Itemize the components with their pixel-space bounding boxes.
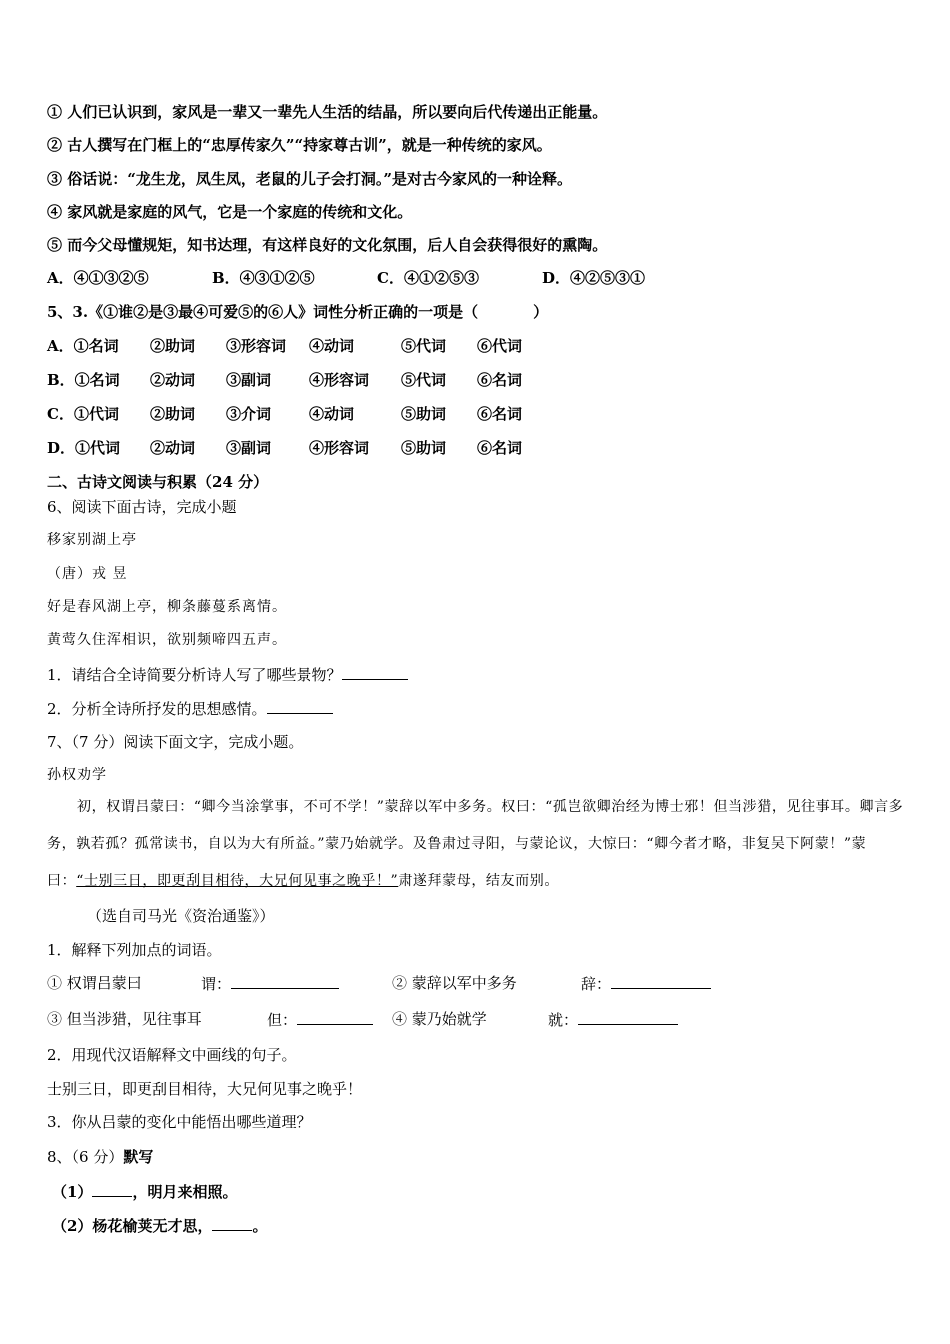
q7-word-4-answer (548, 1009, 678, 1030)
q7-word-1-answer (201, 973, 339, 994)
q5-option-b-c2: ②动词 (150, 371, 196, 389)
q7-word-1-key: 谓： (201, 975, 232, 993)
q5-option-a-c3: ③形容词 (226, 337, 287, 355)
q4-sentence-4: ④ 家风就是家庭的风气，它是一个家庭的传统和文化。 (47, 203, 413, 221)
q7-word-4: ④ 蒙乃始就学 (392, 1010, 487, 1028)
q6-sub-2-text: 2．分析全诗所抒发的思想感情。 (47, 700, 267, 718)
passage-title: 孙权劝学 (47, 767, 107, 783)
q5-option-a-c5: ⑤代词 (401, 337, 447, 355)
passage-source: （选自司马光《资治通鉴》） (87, 907, 275, 925)
q6-sub-1-text: 1．请结合全诗简要分析诗人写了哪些景物？ (47, 666, 342, 684)
q6-sub-2 (47, 698, 333, 719)
q7-word-3: ③ 但当涉猎，见往事耳 (47, 1010, 202, 1028)
poem-line-1: 好是春风湖上亭，柳条藤蔓系离情。 (47, 599, 287, 615)
q4-option-c[interactable]: C．④①②⑤③ (377, 269, 479, 287)
q5-option-b-c3: ③副词 (226, 371, 272, 389)
answer-blank[interactable] (342, 664, 408, 680)
q7-stem: 7、（7 分）阅读下面文字，完成小题。 (47, 733, 304, 751)
q4-sentence-1: ① 人们已认识到，家风是一辈又一辈先人生活的结晶，所以要向后代传递出正能量。 (47, 103, 608, 121)
q7-word-2: ② 蒙辞以军中多务 (392, 974, 517, 992)
q5-option-d-c6: ⑥名词 (477, 439, 523, 457)
q7-word-1: ① 权谓吕蒙曰 (47, 974, 142, 992)
section-heading: 二、古诗文阅读与积累（24 分） (47, 473, 269, 491)
q7-sub-2-sentence: 士别三日，即更刮目相待，大兄何见事之晚乎！ (47, 1080, 363, 1098)
answer-blank[interactable] (297, 1009, 373, 1025)
q7-word-4-key: 就： (548, 1011, 579, 1029)
q8-item-2 (52, 1215, 267, 1236)
answer-blank[interactable] (611, 973, 711, 989)
q5-option-c-c4: ④动词 (309, 405, 355, 423)
q5-option-a-label: A．①名词 (47, 337, 119, 355)
q5-option-c-c3: ③介词 (226, 405, 272, 423)
q5-option-d-c4: ④形容词 (309, 439, 370, 457)
q5-option-c-c2: ②助词 (150, 405, 196, 423)
answer-blank[interactable] (231, 973, 339, 989)
q7-sub-3: 3．你从吕蒙的变化中能悟出哪些道理？ (47, 1113, 312, 1131)
passage-body (47, 789, 912, 900)
q8-item-2-text: （2）杨花榆荚无才思， (52, 1217, 213, 1235)
q5-option-d-c5: ⑤助词 (401, 439, 447, 457)
q5-option-b-c4: ④形容词 (309, 371, 370, 389)
q4-option-d[interactable]: D．④②⑤③① (542, 269, 646, 287)
answer-blank[interactable] (92, 1181, 132, 1197)
q5-option-d-label: D．①代词 (47, 439, 121, 457)
poem-author: （唐）戎 昱 (47, 566, 128, 582)
answer-blank[interactable] (578, 1009, 678, 1025)
q8-stem (47, 1147, 153, 1167)
answer-blank[interactable] (267, 698, 333, 714)
q5-option-c-c6: ⑥名词 (477, 405, 523, 423)
q4-sentence-3: ③ 俗话说：“龙生龙，凤生凤，老鼠的儿子会打洞。”是对古今家风的一种诠释。 (47, 170, 572, 188)
q5-option-c-c5: ⑤助词 (401, 405, 447, 423)
q8-item-1 (52, 1181, 237, 1202)
poem-title: 移家别湖上亭 (47, 532, 137, 548)
q8-stem-number: 8、（6 分） (47, 1148, 124, 1166)
q4-option-a[interactable]: A．④①③②⑤ (47, 269, 149, 287)
q5-option-b-c5: ⑤代词 (401, 371, 447, 389)
q5-stem-end: ） (533, 303, 549, 321)
passage-underlined-sentence: “士别三日，即更刮目相待，大兄何见事之晚乎！” (76, 873, 399, 889)
q5-option-b-c6: ⑥名词 (477, 371, 523, 389)
q5-option-a-c4: ④动词 (309, 337, 355, 355)
q5-option-a-c2: ②助词 (150, 337, 196, 355)
q7-word-3-key: 但： (267, 1011, 298, 1029)
q7-word-2-key: 辞： (581, 975, 612, 993)
q4-option-b[interactable]: B．④③①②⑤ (212, 269, 315, 287)
q5-option-d-c3: ③副词 (226, 439, 272, 457)
q5-option-d-c2: ②动词 (150, 439, 196, 457)
q5-option-b-label: B．①名词 (47, 371, 120, 389)
q7-sub-1: 1．解释下列加点的词语。 (47, 941, 222, 959)
q6-stem: 6、阅读下面古诗，完成小题 (47, 498, 237, 516)
passage-text-a: 初，权谓吕蒙曰：“卿今当涂掌事，不可不学！”蒙辞以军中多务。权曰：“孤岂欲卿治经为博士邪！但当涉猎，见往事耳。卿言多务，孰若孤？孤常读书，自以为大有所益。”蒙乃始就学。及鲁肃过寻阳，与蒙论议，大惊曰：“卿今者才略，非复吴下阿蒙！”蒙曰： (47, 799, 904, 889)
q6-sub-1 (47, 664, 408, 685)
q8-item-1-text: ，明月来相照。 (132, 1183, 238, 1201)
q5-option-a-c6: ⑥代词 (477, 337, 523, 355)
q8-item-2-end: 。 (252, 1217, 268, 1235)
q4-sentence-5: ⑤ 而今父母懂规矩，知书达理，有这样良好的文化氛围，后人自会获得很好的熏陶。 (47, 236, 608, 254)
poem-line-2: 黄莺久住浑相识，欲别频啼四五声。 (47, 632, 287, 648)
q7-word-3-answer (267, 1009, 373, 1030)
answer-blank[interactable] (212, 1215, 252, 1231)
q5-stem-text: 5、3.《①谁②是③最④可爱⑤的⑥人》词性分析正确的一项是（ (47, 303, 479, 321)
q5-stem (47, 302, 548, 322)
q4-sentence-2: ② 古人撰写在门框上的“忠厚传家久”“持家尊古训”，就是一种传统的家风。 (47, 136, 552, 154)
q7-sub-2: 2．用现代汉语解释文中画线的句子。 (47, 1046, 297, 1064)
q8-item-1-number: （1） (52, 1183, 93, 1201)
q7-word-2-answer (581, 973, 711, 994)
passage-text-b: 肃遂拜蒙母，结友而别。 (398, 873, 559, 889)
q8-stem-label: 默写 (123, 1148, 154, 1166)
q5-option-c-label: C．①代词 (47, 405, 119, 423)
